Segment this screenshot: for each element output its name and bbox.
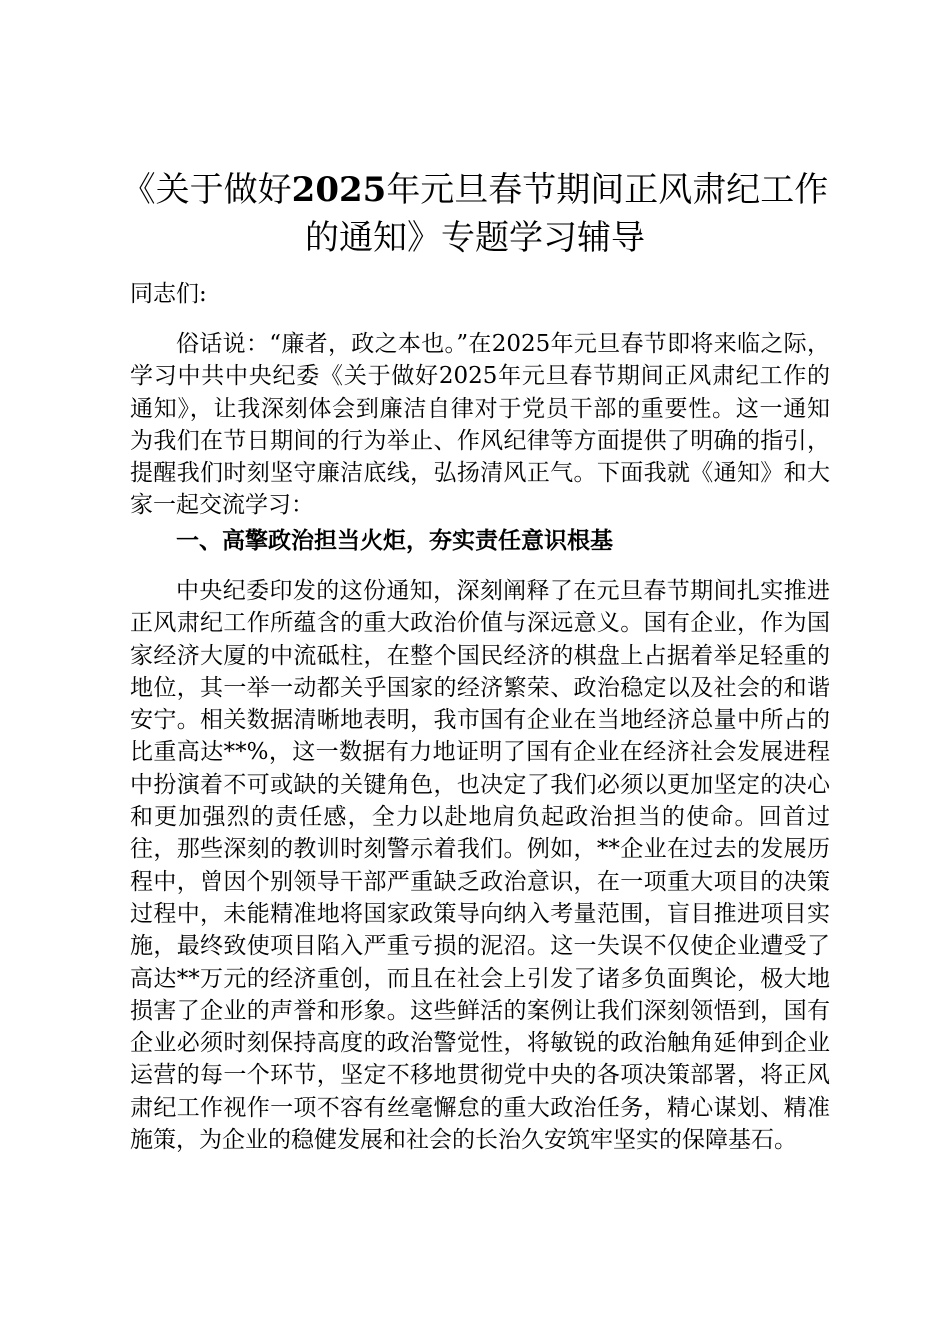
section-heading-1: 一、高擎政治担当火炬，夯实责任意识根基 <box>176 528 613 554</box>
title-part-2: 年元旦春节期间正风肃纪工作的通知》专题学习辅导 <box>305 170 829 258</box>
paragraph-intro: 俗话说：“廉者，政之本也。”在2025年元旦春节即将来临之际，学习中共中央纪委《关于做好2025年元旦春节期间正风肃纪工作的通知》，让我深刻体会到廉洁自律对于党员干部的重要性。这一通知为我们在节日期间的行为举止、作风纪律等方面提供了明确的指引，提醒我们时刻坚守廉洁底线，弘扬清风正气。下面我就《通知》和大家一起交流学习： <box>130 331 830 519</box>
salutation: 同志们: <box>130 281 207 307</box>
title-year: 2025 <box>291 170 387 210</box>
document-title <box>110 166 840 262</box>
title-part-1: 《关于做好 <box>121 170 292 210</box>
paragraph-section-1: 中央纪委印发的这份通知，深刻阐释了在元旦春节期间扎实推进正风肃纪工作所蕴含的重大政治价值与深远意义。国有企业，作为国家经济大厦的中流砥柱，在整个国民经济的棋盘上占据着举足轻重的地位，其一举一动都关乎国家的经济繁荣、政治稳定以及社会的和谐安宁。相关数据清晰地表明，我市国有企业在当地经济总量中所占的比重高达**%，这一数据有力地证明了国有企业在经济社会发展进程中扮演着不可或缺的关键角色，也决定了我们必须以更加坚定的决心和更加强烈的责任感，全力以赴地肩负起政治担当的使命。回首过往，那些深刻的教训时刻警示着我们。例如，**企业在过去的发展历程中，曾因个别领导干部严重缺乏政治意识，在一项重大项目的决策过程中，未能精准地将国家政策导向纳入考量范围，盲目推进项目实施，最终致使项目陷入严重亏损的泥沼。这一失误不仅使企业遭受了高达**万元的经济重创，而且在社会上引发了诸多负面舆论，极大地损害了企业的声誉和形象。这些鲜活的案例让我们深刻领悟到，国有企业必须时刻保持高度的政治警觉性，将敏锐的政治触角延伸到企业运营的每一个环节，坚定不移地贯彻党中央的各项决策部署，将正风肃纪工作视作一项不容有丝毫懈怠的重大政治任务，精心谋划、精准施策，为企业的稳健发展和社会的长治久安筑牢坚实的保障基石。 <box>130 578 830 1154</box>
